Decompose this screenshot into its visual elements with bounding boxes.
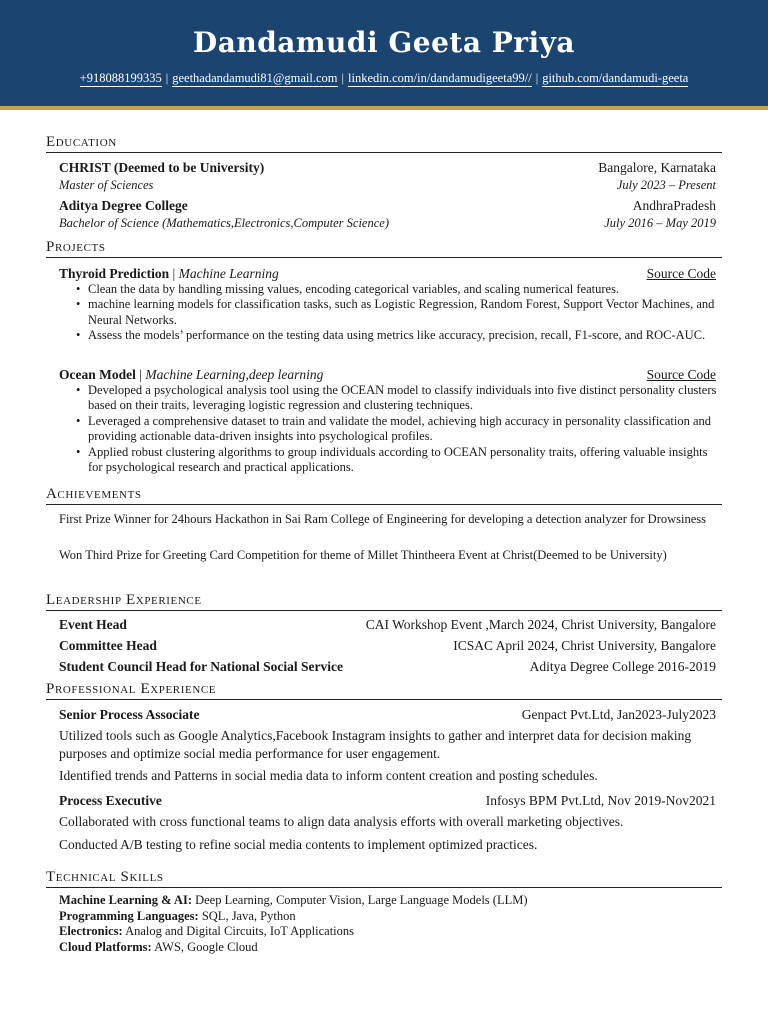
skill-value: SQL, Java, Python xyxy=(201,908,296,923)
job-description: Utilized tools such as Google Analytics,Facebook Instagram insights to gather and interpret data for decision making purposes and optimize social media performance for user engagement. xyxy=(59,728,692,761)
bullet-item: • machine learning models for classification tasks, such as Logistic Regression, Random Forest, Support Vector Machines, and Neural Networks. xyxy=(76,297,724,328)
separator: | xyxy=(139,367,142,382)
project-tech: Machine Learning,deep learning xyxy=(145,367,324,382)
education-subrow xyxy=(59,177,716,194)
education-subrow xyxy=(59,215,716,232)
job-detail: Genpact Pvt.Ltd, Jan2023-July2023 xyxy=(521,707,716,722)
education-row xyxy=(59,159,716,176)
skill-value: Analog and Digital Circuits, IoT Applications xyxy=(125,924,354,938)
section-title-leadership: Leadership Experience xyxy=(46,592,722,611)
skill-line xyxy=(59,924,723,940)
skill-line xyxy=(59,893,723,909)
project-tech: Machine Learning xyxy=(178,266,279,281)
separator: | xyxy=(165,71,169,85)
degree: Bachelor of Science (Mathematics,Electronics,Computer Science) xyxy=(59,216,389,230)
contact-line xyxy=(0,71,768,86)
section-title-professional: Professional Experience xyxy=(46,681,722,700)
skill-label: Machine Learning & AI: xyxy=(59,893,192,907)
skill-label: Electronics: xyxy=(59,924,123,938)
job-detail: Infosys BPM Pvt.Ltd, Nov 2019-Nov2021 xyxy=(485,793,716,808)
job-description: Collaborated with cross functional teams to align data analysis efforts with overall marketing objectives. xyxy=(59,814,624,829)
job-row xyxy=(59,706,716,723)
achievement-item: Won Third Prize for Greeting Card Competition for theme of Millet Thintheera Event at Christ(Deemed to be University) xyxy=(59,548,667,562)
skill-line xyxy=(59,940,723,956)
leadership-role: Event Head xyxy=(59,617,127,632)
leadership-role: Committee Head xyxy=(59,638,157,653)
project-name: Ocean Model xyxy=(59,367,136,382)
leadership-role: Student Council Head for National Social Service xyxy=(59,659,344,674)
dates: July 2016 – May 2019 xyxy=(604,216,716,230)
project-name: Thyroid Prediction xyxy=(59,266,170,281)
dates: July 2023 – Present xyxy=(616,178,716,192)
leadership-detail: Aditya Degree College 2016-2019 xyxy=(529,659,716,674)
degree: Master of Sciences xyxy=(59,178,154,192)
section-title-skills: Technical Skills xyxy=(46,869,722,888)
separator: | xyxy=(341,71,345,85)
job-row xyxy=(59,792,716,809)
school-location: AndhraPradesh xyxy=(632,198,716,213)
bullet-item: • Applied robust clustering algorithms to group individuals according to OCEAN personality traits, offering valuable insights for psychological research and practical applications. xyxy=(76,445,724,476)
leadership-row xyxy=(59,637,716,654)
job-role: Senior Process Associate xyxy=(59,707,200,722)
source-code-link[interactable]: Source Code xyxy=(646,367,716,382)
project-bullets xyxy=(76,383,724,475)
section-title-education: Education xyxy=(46,134,722,153)
job-role: Process Executive xyxy=(59,793,162,808)
achievement-item: First Prize Winner for 24hours Hackathon in Sai Ram College of Engineering for developing a detection analyzer for Drowsiness xyxy=(59,512,707,526)
bullet-item: • Clean the data by handling missing values, encoding categorical variables, and scaling numerical features. xyxy=(76,282,724,297)
leadership-detail: ICSAC April 2024, Christ University, Bangalore xyxy=(453,638,716,653)
leadership-row xyxy=(59,616,716,633)
github-link[interactable]: github.com/dandamudi-geeta xyxy=(542,71,689,85)
school-name: CHRIST (Deemed to be University) xyxy=(59,160,265,175)
header-accent-rule xyxy=(0,106,768,110)
leadership-row xyxy=(59,658,716,675)
section-title-projects: Projects xyxy=(46,239,722,258)
skill-value: Deep Learning, Computer Vision, Large Language Models (LLM) xyxy=(195,893,528,907)
email-link[interactable]: geethadandamudi81@gmail.com xyxy=(172,71,338,85)
skill-label: Programming Languages: xyxy=(59,908,199,923)
project-heading xyxy=(59,265,716,282)
leadership-detail: CAI Workshop Event ,March 2024, Christ University, Bangalore xyxy=(365,617,716,632)
job-description: Conducted A/B testing to refine social media contents to implement optimized practices. xyxy=(59,837,538,852)
bullet-item: • Developed a psychological analysis tool using the OCEAN model to classify individuals into five distinct personality clusters based on their traits, leveraging logistic regression and clustering techniques. xyxy=(76,383,724,414)
skill-value: AWS, Google Cloud xyxy=(154,939,258,954)
project-heading xyxy=(59,366,716,383)
candidate-name: Dandamudi Geeta Priya xyxy=(192,26,576,59)
job-description: Identified trends and Patterns in social media data to inform content creation and posting schedules. xyxy=(59,768,598,783)
skills-list xyxy=(59,893,723,955)
education-row xyxy=(59,197,716,214)
section-title-achievements: Achievements xyxy=(46,486,722,505)
separator: | xyxy=(172,266,176,281)
linkedin-link[interactable]: linkedin.com/in/dandamudigeeta99// xyxy=(348,71,532,85)
phone-link[interactable]: +918088199335 xyxy=(79,71,162,85)
bullet-item: • Leveraged a comprehensive dataset to train and validate the model, achieving high accuracy in personality classification and providing actionable data-driven insights into psychological profiles. xyxy=(76,414,724,445)
skill-label: Cloud Platforms: xyxy=(59,939,152,954)
project-bullets xyxy=(76,282,724,344)
skill-line xyxy=(59,909,723,925)
bullet-item: • Assess the models’ performance on the testing data using metrics like accuracy, precision, recall, F1-score, and ROC-AUC. xyxy=(76,328,724,343)
school-location: Bangalore, Karnataka xyxy=(598,160,716,175)
separator: | xyxy=(535,71,539,85)
source-code-link[interactable]: Source Code xyxy=(646,266,716,281)
school-name: Aditya Degree College xyxy=(59,198,188,213)
